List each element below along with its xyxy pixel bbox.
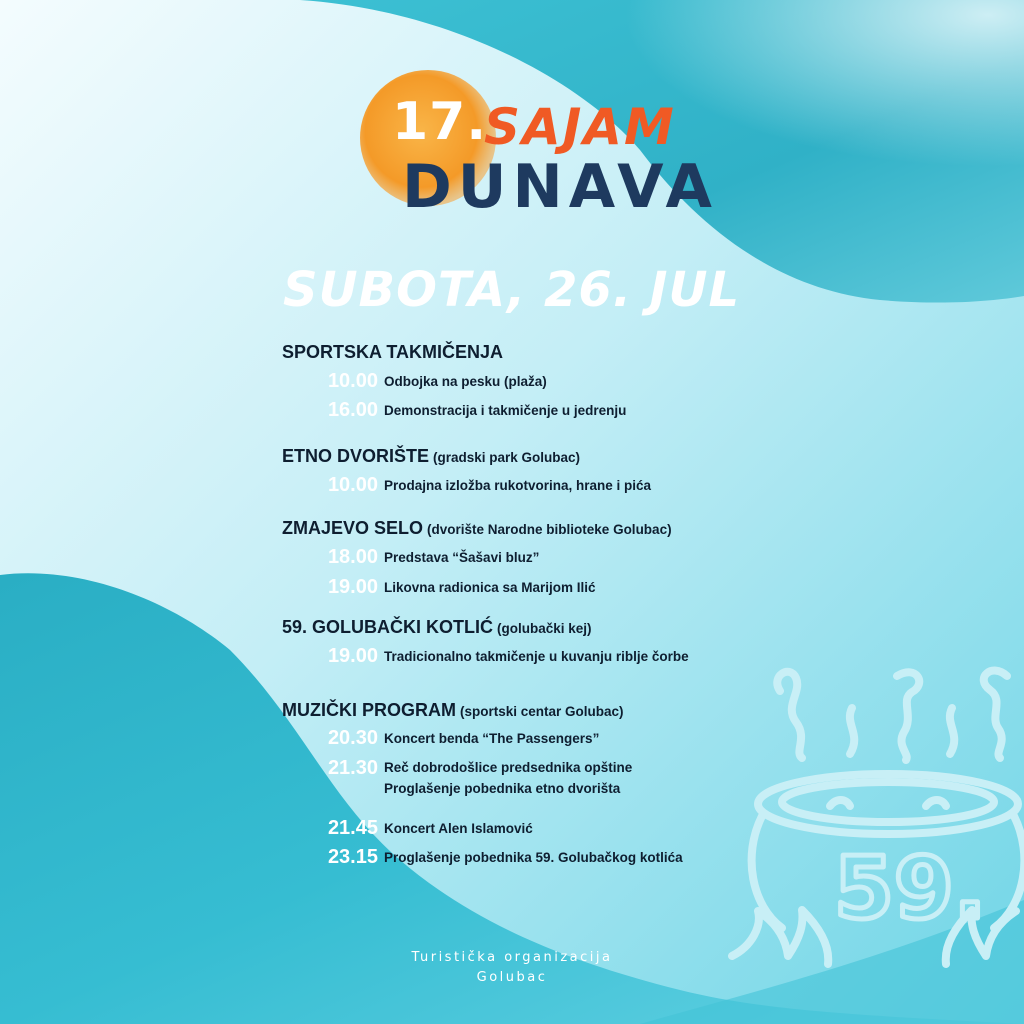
logo-word-dunava: DUNAVA [402, 152, 718, 222]
event-description: Proglašenje pobednika 59. Golubačkog kotlića [384, 850, 683, 865]
schedule-item [300, 399, 626, 422]
schedule-item [300, 576, 596, 599]
event-description: Odbojka na pesku (plaža) [384, 374, 547, 389]
section-location: (sportski centar Golubac) [460, 704, 624, 719]
event-description [384, 757, 632, 799]
section-title: SPORTSKA TAKMIČENJA [282, 342, 504, 362]
schedule-item [300, 846, 683, 869]
event-time: 23.15 [327, 846, 378, 868]
section-title-zmajevo [282, 518, 672, 539]
schedule-item [300, 546, 539, 569]
event-description-line: Reč dobrodošlice predsednika opštine [384, 760, 633, 775]
section-title-sports [282, 342, 503, 363]
schedule-item [300, 817, 533, 840]
section-title: MUZIČKI PROGRAM [282, 700, 456, 720]
event-description: Koncert Alen Islamović [384, 821, 533, 836]
event-description: Prodajna izložba rukotvorina, hrane i pića [384, 478, 652, 493]
cauldron-number: 59. [834, 839, 987, 939]
section-title-etno [282, 446, 580, 467]
event-time: 19.00 [327, 576, 378, 598]
cauldron-illustration [722, 656, 1024, 976]
section-location: (golubački kej) [497, 621, 592, 636]
schedule-item [300, 645, 689, 668]
section-title: 59. GOLUBAČKI KOTLIĆ [282, 617, 494, 637]
logo-word-sajam: SAJAM [484, 98, 676, 156]
day-title: SUBOTA, 26. JUL [283, 262, 741, 318]
section-title: ETNO DVORIŠTE [282, 446, 430, 466]
event-description: Koncert benda “The Passengers” [384, 731, 600, 746]
section-title-kotlic [282, 617, 592, 638]
event-time: 10.00 [327, 370, 378, 392]
event-time: 18.00 [327, 546, 378, 568]
event-time: 10.00 [327, 474, 378, 496]
event-time: 19.00 [327, 645, 378, 667]
schedule-item [300, 727, 599, 750]
event-time: 20.30 [327, 727, 378, 749]
section-location: (gradski park Golubac) [433, 450, 581, 465]
logo-number: 17. [392, 92, 488, 152]
schedule-item [300, 757, 632, 799]
footer-organization [352, 948, 672, 988]
footer-line: Turistička organizacija [411, 950, 613, 965]
schedule-item [300, 474, 651, 497]
section-title: ZMAJEVO SELO [282, 518, 424, 538]
section-title-muzicki [282, 700, 624, 721]
event-time: 21.30 [327, 757, 378, 779]
event-description: Predstava “Šašavi bluz” [384, 550, 540, 565]
footer-line: Golubac [476, 970, 548, 985]
schedule-item [300, 370, 547, 393]
section-location: (dvorište Narodne biblioteke Golubac) [427, 522, 672, 537]
event-description-line: Proglašenje pobednika etno dvorišta [384, 781, 621, 796]
event-time: 21.45 [327, 817, 378, 839]
event-description: Demonstracija i takmičenje u jedrenju [384, 403, 627, 418]
event-description: Likovna radionica sa Marijom Ilić [384, 580, 596, 595]
event-time: 16.00 [327, 399, 378, 421]
event-description: Tradicionalno takmičenje u kuvanju riblje čorbe [384, 649, 689, 664]
